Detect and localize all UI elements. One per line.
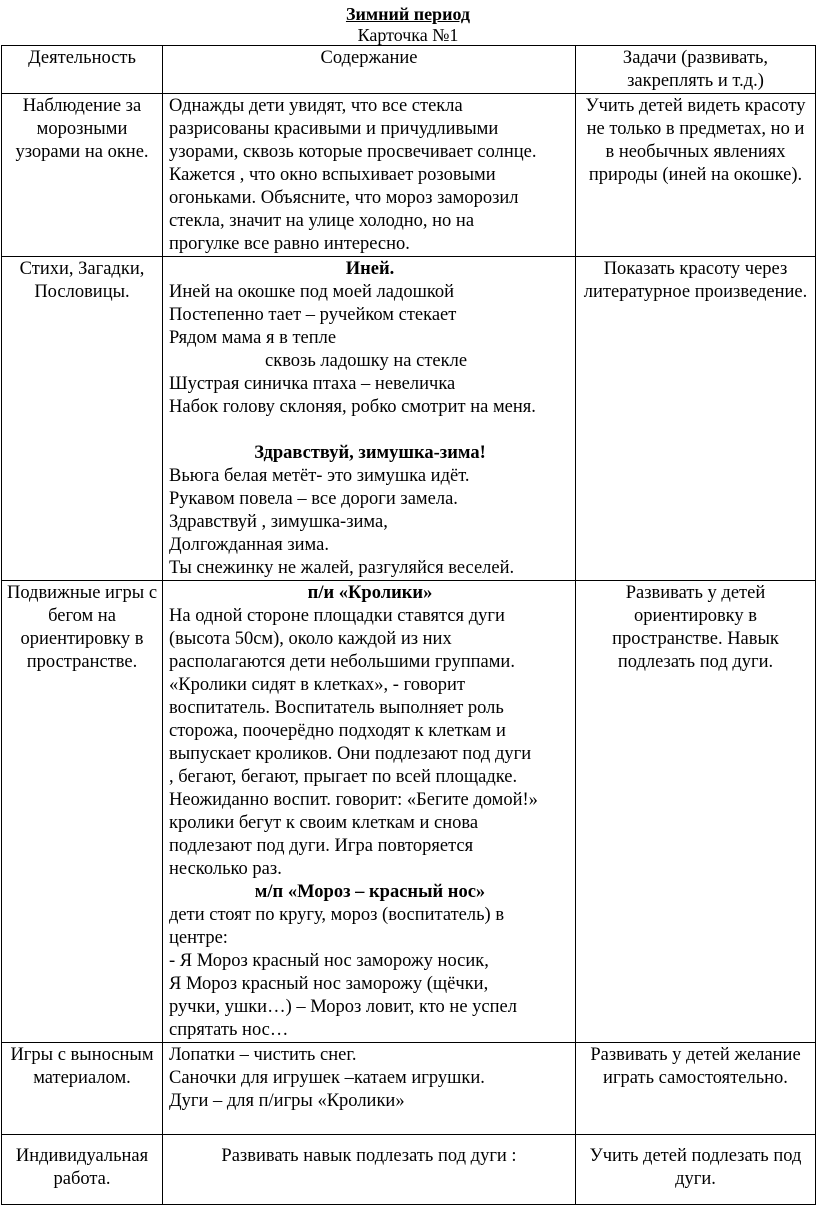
content-cell [163, 581, 576, 1043]
content-line: Однажды дети увидят, что все стекла [169, 96, 463, 116]
game-line: «Кролики сидят в клетках», - говорит [169, 675, 466, 695]
poem-title: Здравствуй, зимушка-зима! [254, 443, 486, 463]
column-header-activity: Деятельность [2, 46, 163, 94]
game-line: спрятать нос… [169, 1020, 289, 1040]
poem-line: Иней на окошке под моей ладошкой [169, 282, 455, 302]
game-line: подлезают под дуги. Игра повторяется [169, 836, 474, 856]
spacer [169, 419, 571, 442]
content-cell [163, 1043, 576, 1135]
game-line: Неожиданно воспит. говорит: «Бегите домой!» [169, 790, 538, 810]
table-row [2, 1135, 816, 1205]
game-line: ручки, ушки…) – Мороз ловит, кто не успел [169, 997, 517, 1017]
poem-line: Шустрая синичка птаха – невеличка [169, 374, 456, 394]
content-line: Кажется , что окно вспыхивает розовыми [169, 165, 496, 185]
content-line: Дуги – для п/игры «Кролики» [169, 1091, 405, 1111]
table-header-row [2, 46, 816, 94]
content-line: стекла, значит на улице холодно, но на [169, 211, 475, 231]
tasks-cell: Развивать у детей желание играть самостоятельно. [576, 1043, 816, 1135]
poem-line: Здравствуй , зимушка-зима, [169, 512, 388, 532]
content-line: огоньками. Объясните, что мороз заморозил [169, 188, 519, 208]
table-row [2, 257, 816, 581]
game-title: п/и «Кролики» [307, 583, 433, 603]
activity-cell: Игры с выносным материалом. [2, 1043, 163, 1135]
content-line: разрисованы красивыми и причудливыми [169, 119, 499, 139]
activity-cell: Индивидуальная работа. [2, 1135, 163, 1205]
table-row [2, 581, 816, 1043]
content-line: Лопатки – чистить снег. [169, 1045, 357, 1065]
content-line: узорами, сквозь которые просвечивает солнце. [169, 142, 537, 162]
content-cell [163, 257, 576, 581]
poem-line: Долгожданная зима. [169, 535, 329, 555]
tasks-cell: Показать красоту через литературное произведение. [576, 257, 816, 581]
game-line: располагаются дети небольшими группами. [169, 652, 515, 672]
game-line: - Я Мороз красный нос заморожу носик, [169, 951, 489, 971]
page-title: Зимний период [345, 4, 471, 24]
game-line: (высота 50см), около каждой из них [169, 629, 452, 649]
game-line: , бегают, бегают, прыгает по всей площадке. [169, 767, 518, 787]
poem-line: Вьюга белая метёт- это зимушка идёт. [169, 466, 470, 486]
content-line: Саночки для игрушек –катаем игрушки. [169, 1068, 485, 1088]
column-header-content: Содержание [163, 46, 576, 94]
game-line: сторожа, поочерёдно подходят к клеткам и [169, 721, 506, 741]
poem-line: Рукавом повела – все дороги замела. [169, 489, 458, 509]
table-row [2, 1043, 816, 1135]
activity-cell: Стихи, Загадки, Пословицы. [2, 257, 163, 581]
tasks-cell: Развивать у детей ориентировку в пространстве. Навык подлезать под дуги. [576, 581, 816, 1043]
poem-line: Рядом мама я в тепле [169, 328, 337, 348]
game-line: Я Мороз красный нос заморожу (щёчки, [169, 974, 489, 994]
tasks-cell: Учить детей подлезать под дуги. [576, 1135, 816, 1205]
game-line: воспитатель. Воспитатель выполняет роль [169, 698, 504, 718]
activity-cell: Подвижные игры с бегом на ориентировку в пространстве. [2, 581, 163, 1043]
poem-line: сквозь ладошку на стекле [265, 351, 468, 371]
poem-line: Набок голову склоняя, робко смотрит на меня. [169, 397, 536, 417]
table-row [2, 94, 816, 257]
game-line: выпускает кроликов. Они подлезают под дуги [169, 744, 532, 764]
game-line: дети стоят по кругу, мороз (воспитатель) в [169, 905, 505, 925]
card-subtitle: Карточка №1 [357, 25, 459, 45]
game-line: центре: [169, 928, 228, 948]
activity-cell: Наблюдение за морозными узорами на окне. [2, 94, 163, 257]
poem-line: Ты снежинку не жалей, разгуляйся веселей. [169, 558, 515, 578]
tasks-cell: Учить детей видеть красоту не только в предметах, но и в необычных явлениях природы (иней на окошке). [576, 94, 816, 257]
activity-table [1, 45, 816, 1205]
game-line: На одной стороне площадки ставятся дуги [169, 606, 505, 626]
poem-line: Постепенно тает – ручейком стекает [169, 305, 457, 325]
game-line: несколько раз. [169, 859, 282, 879]
game-title: м/п «Мороз – красный нос» [254, 882, 486, 902]
poem-title: Иней. [345, 259, 395, 279]
content-cell: Развивать навык подлезать под дуги : [163, 1135, 576, 1205]
content-line: прогулке все равно интересно. [169, 234, 410, 254]
column-header-tasks: Задачи (развивать, закреплять и т.д.) [576, 46, 816, 94]
content-cell [163, 94, 576, 257]
game-line: кролики бегут к своим клеткам и снова [169, 813, 479, 833]
